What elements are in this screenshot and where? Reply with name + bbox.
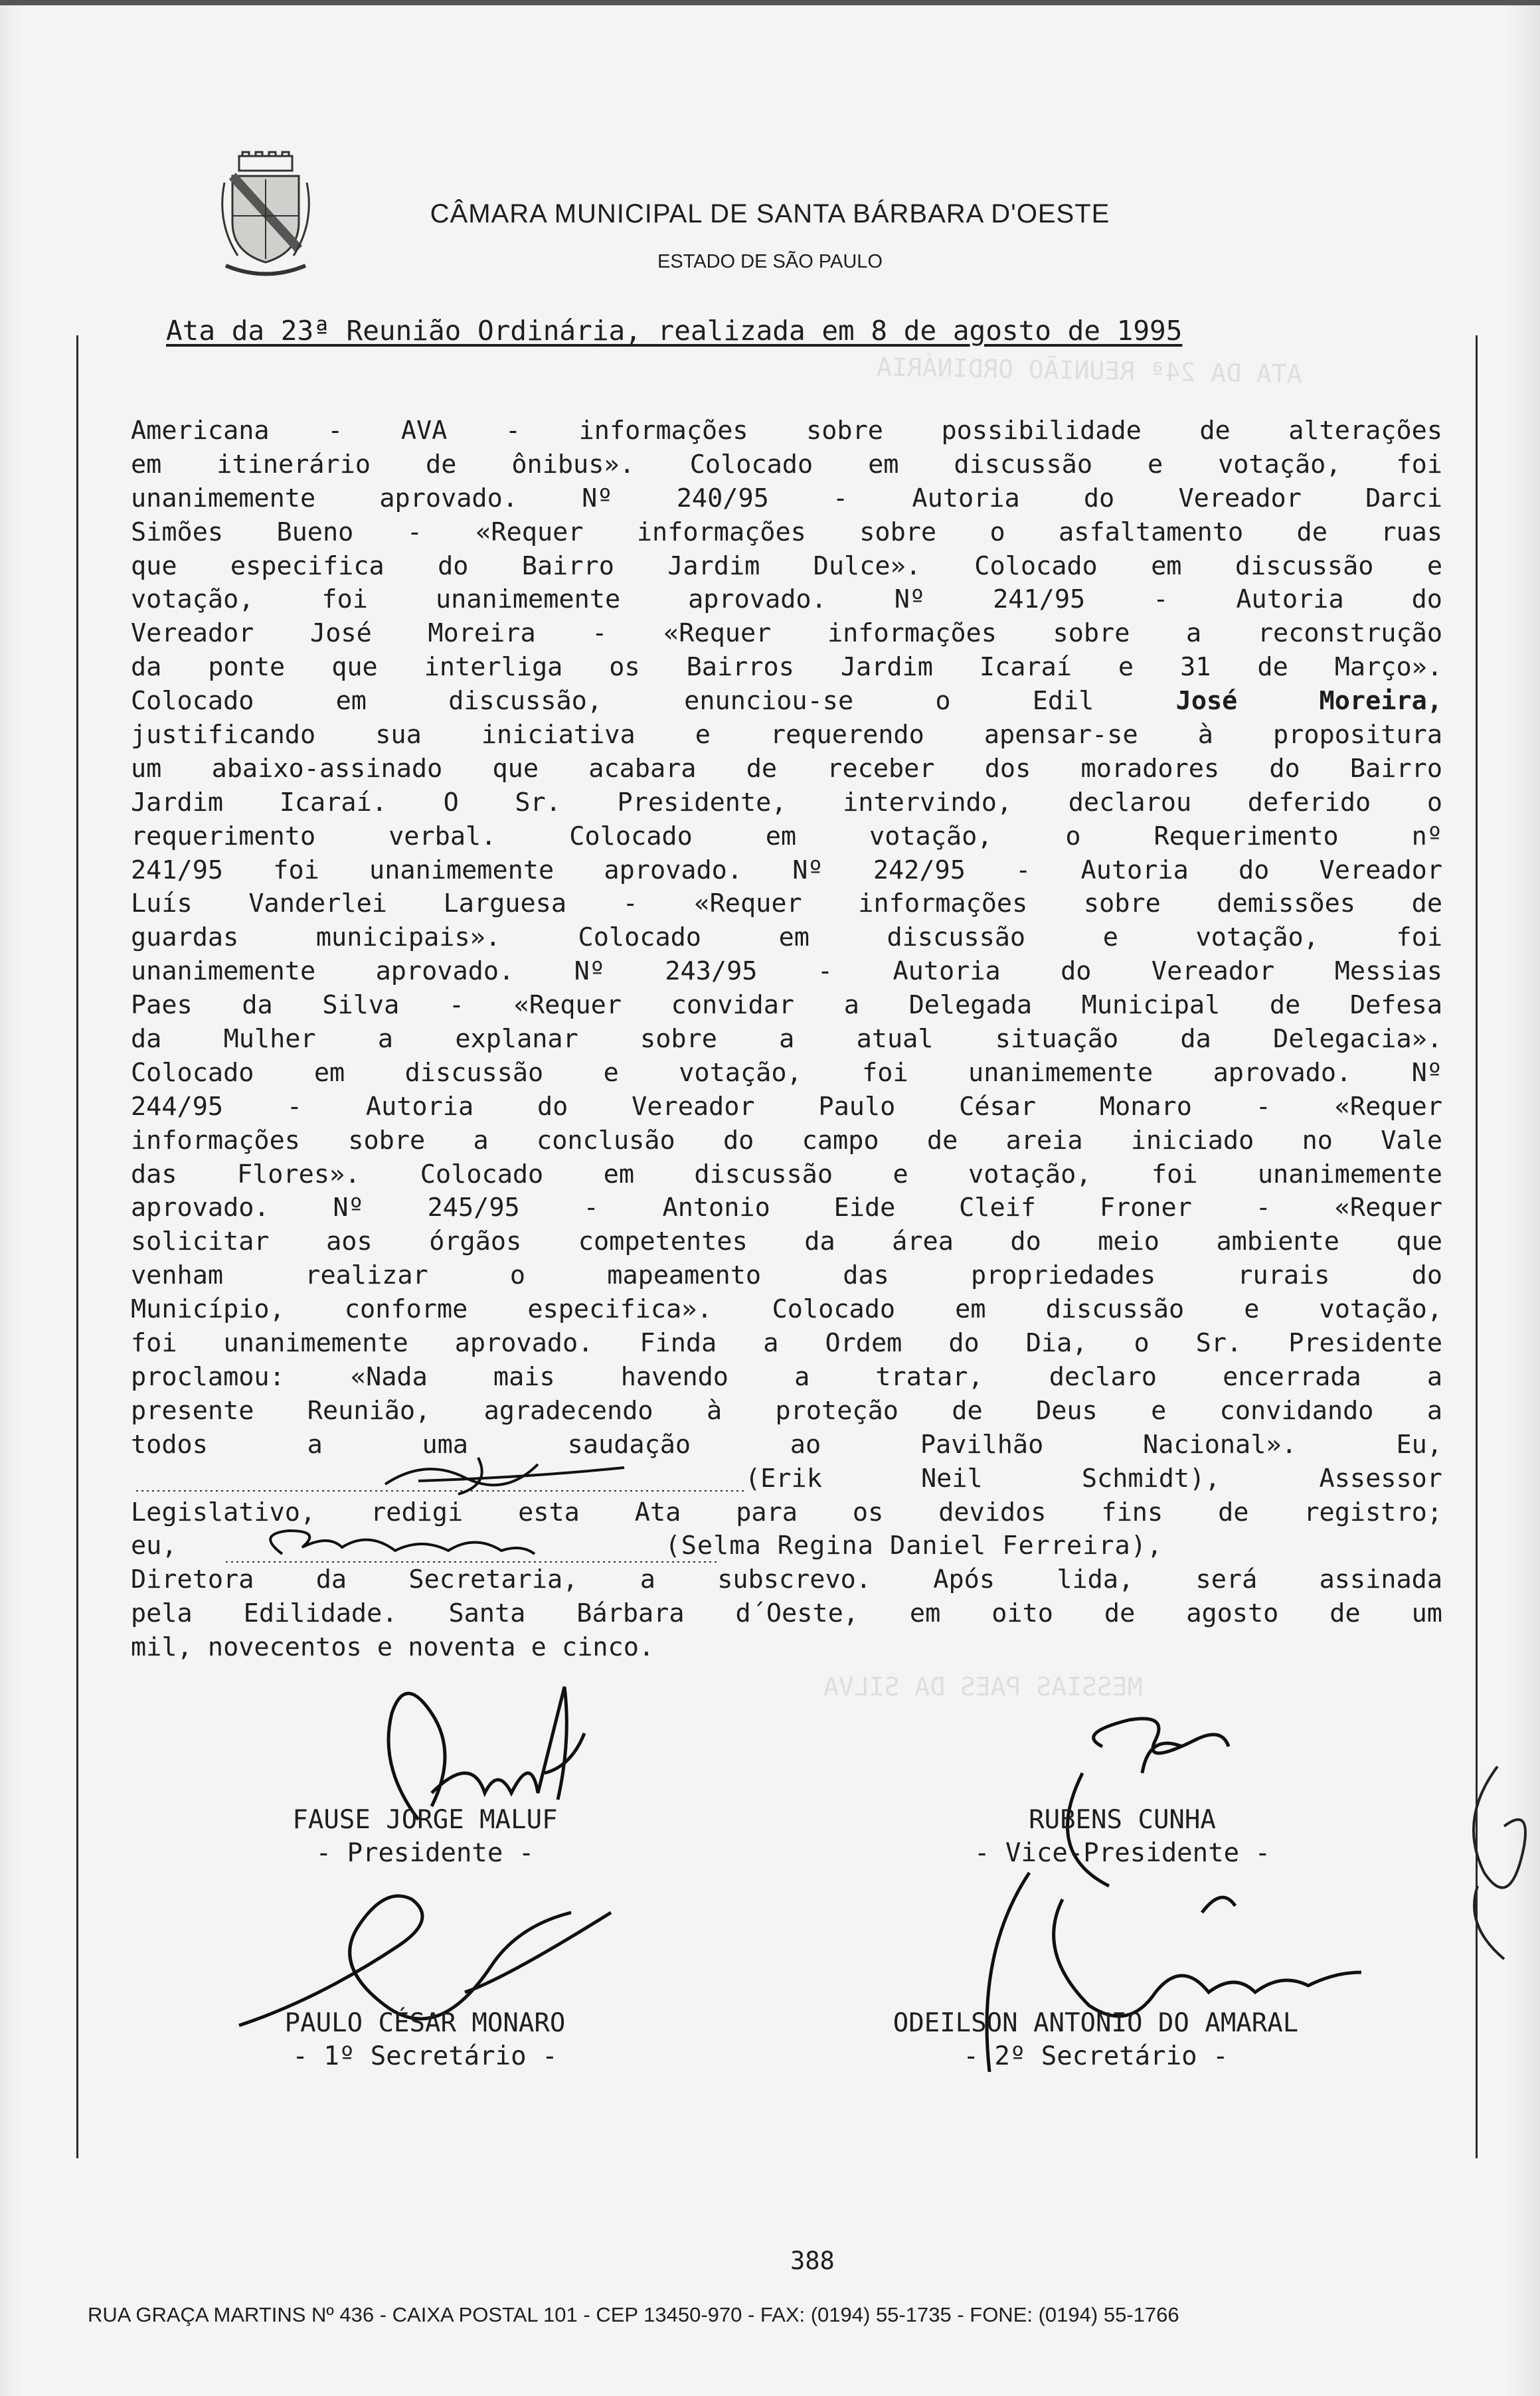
body-line: Americana - AVA - informações sobre possibilidade de alterações	[131, 416, 1442, 446]
body-line: justificando sua iniciativa e requerendo apensar-se à propositura	[131, 720, 1442, 750]
body-line: Colocado em discussão e votação, foi unanimemente aprovado. Nº	[131, 1057, 1442, 1088]
signatory-name: PAULO CÉSAR MONARO	[284, 2008, 566, 2038]
body-line: proclamou: «Nada mais havendo a tratar, declaro encerrada a	[131, 1361, 1442, 1392]
body-line-with-emphasis	[131, 685, 1442, 719]
body-line: guardas municipais». Colocado em discussão e votação, foi	[131, 922, 1442, 953]
signatory-role: - Presidente -	[315, 1838, 535, 1868]
margin-initials	[1451, 1753, 1537, 1966]
body-line: 244/95 - Autoria do Vereador Paulo César Monaro - «Requer	[131, 1091, 1442, 1122]
body-line: Vereador José Moreira - «Requer informações sobre a reconstrução	[131, 618, 1442, 649]
body-line: 241/95 foi unanimemente aprovado. Nº 242/95 - Autoria do Vereador	[131, 855, 1442, 885]
body-line: Município, conforme especifica». Colocado em discussão e votação,	[131, 1294, 1442, 1325]
signatory-name: RUBENS CUNHA	[1029, 1805, 1216, 1835]
body-line-text: Colocado em discussão, enunciou-se o Edil	[131, 686, 1094, 717]
body-line: solicitar aos órgãos competentes da área do meio ambiente que	[131, 1227, 1442, 1257]
body-line: requerimento verbal. Colocado em votação, o Requerimento nº	[131, 821, 1442, 851]
institution-state: ESTADO DE SÃO PAULO	[657, 251, 883, 272]
body-line: Diretora da Secretaria, a subscrevo. Após lida, será assinada	[131, 1565, 1442, 1595]
body-line: Simões Bueno - «Requer informações sobre o asfaltamento de ruas	[131, 517, 1442, 547]
body-line: da Mulher a explanar sobre a atual situação da Delegacia».	[131, 1024, 1442, 1055]
signatory-name: FAUSE JORGE MALUF	[292, 1805, 558, 1835]
body-line: que especifica do Bairro Jardim Dulce». Colocado em discussão e	[131, 551, 1442, 581]
body-line: venham realizar o mapeamento das propriedades rurais do	[131, 1260, 1442, 1291]
page-number: 388	[790, 2247, 835, 2275]
signatory-role: - 2º Secretário -	[963, 2041, 1229, 2071]
body-line: Jardim Icaraí. O Sr. Presidente, intervindo, declarou deferido o	[131, 787, 1442, 817]
body-line: aprovado. Nº 245/95 - Antonio Eide Cleif Froner - «Requer	[131, 1193, 1442, 1223]
body-line: das Flores». Colocado em discussão e votação, foi unanimemente	[131, 1159, 1442, 1189]
body-line: da ponte que interliga os Bairros Jardim Icaraí e 31 de Março».	[131, 652, 1442, 683]
address-footer: RUA GRAÇA MARTINS Nº 436 - CAIXA POSTAL 101 - CEP 13450-970 - FAX: (0194) 55-1735 - FONE: (0194) 55-1766	[88, 2303, 1179, 2326]
body-line-text: eu,	[131, 1531, 177, 1561]
body-line-text: (Erik Neil Schmidt), Assessor	[745, 1463, 1442, 1494]
bleed-through-text-2: MESSIAS PAES DA SILVA	[823, 1672, 1143, 1701]
body-line: pela Edilidade. Santa Bárbara d´Oeste, em oito de agosto de um	[131, 1598, 1442, 1629]
signatory-name: ODEILSON ANTONIO DO AMARAL	[893, 2008, 1299, 2038]
signatory-role: - Vice-Presidente -	[974, 1838, 1271, 1868]
body-line: unanimemente aprovado. Nº 243/95 - Autoria do Vereador Messias	[131, 956, 1442, 987]
body-line-text: (Selma Regina Daniel Ferreira),	[665, 1531, 1163, 1561]
bleed-through-text: ATA DA 24ª REUNIÃO ORDINÁRIA	[876, 352, 1302, 389]
body-line: mil, novecentos e noventa e cinco.	[131, 1632, 655, 1663]
body-line: em itinerário de ônibus». Colocado em discussão e votação, foi	[131, 449, 1442, 479]
signature-erik-schmidt	[133, 1444, 750, 1504]
body-line: unanimemente aprovado. Nº 240/95 - Autoria do Vereador Darci	[131, 483, 1442, 513]
signature-selma-ferreira	[222, 1521, 727, 1574]
emphasized-name: José Moreira,	[1175, 686, 1442, 717]
body-line: um abaixo-assinado que acabara de receber dos moradores do Bairro	[131, 753, 1442, 784]
scan-edge	[0, 0, 1540, 5]
body-line: Luís Vanderlei Larguesa - «Requer informações sobre demissões de	[131, 889, 1442, 919]
body-line: foi unanimemente aprovado. Finda a Ordem do Dia, o Sr. Presidente	[131, 1328, 1442, 1359]
body-line: Paes da Silva - «Requer convidar a Delegada Municipal de Defesa	[131, 990, 1442, 1021]
institution-name: CÂMARA MUNICIPAL DE SANTA BÁRBARA D'OESTE	[430, 199, 1110, 228]
body-line: votação, foi unanimemente aprovado. Nº 241/95 - Autoria do	[131, 584, 1442, 615]
body-line: Legislativo, redigi esta Ata para os devidos fins de registro;	[131, 1497, 1442, 1527]
body-line: informações sobre a conclusão do campo de areia iniciado no Vale	[131, 1125, 1442, 1155]
signatory-role: - 1º Secretário -	[292, 2041, 558, 2071]
body-line: todos a uma saudação ao Pavilhão Nacional». Eu,	[131, 1429, 1442, 1460]
minutes-title: Ata da 23ª Reunião Ordinária, realizada em 8 de agosto de 1995	[166, 315, 1183, 347]
left-margin-rule	[76, 335, 78, 2158]
body-line: presente Reunião, agradecendo à proteção de Deus e convidando a	[131, 1395, 1442, 1426]
